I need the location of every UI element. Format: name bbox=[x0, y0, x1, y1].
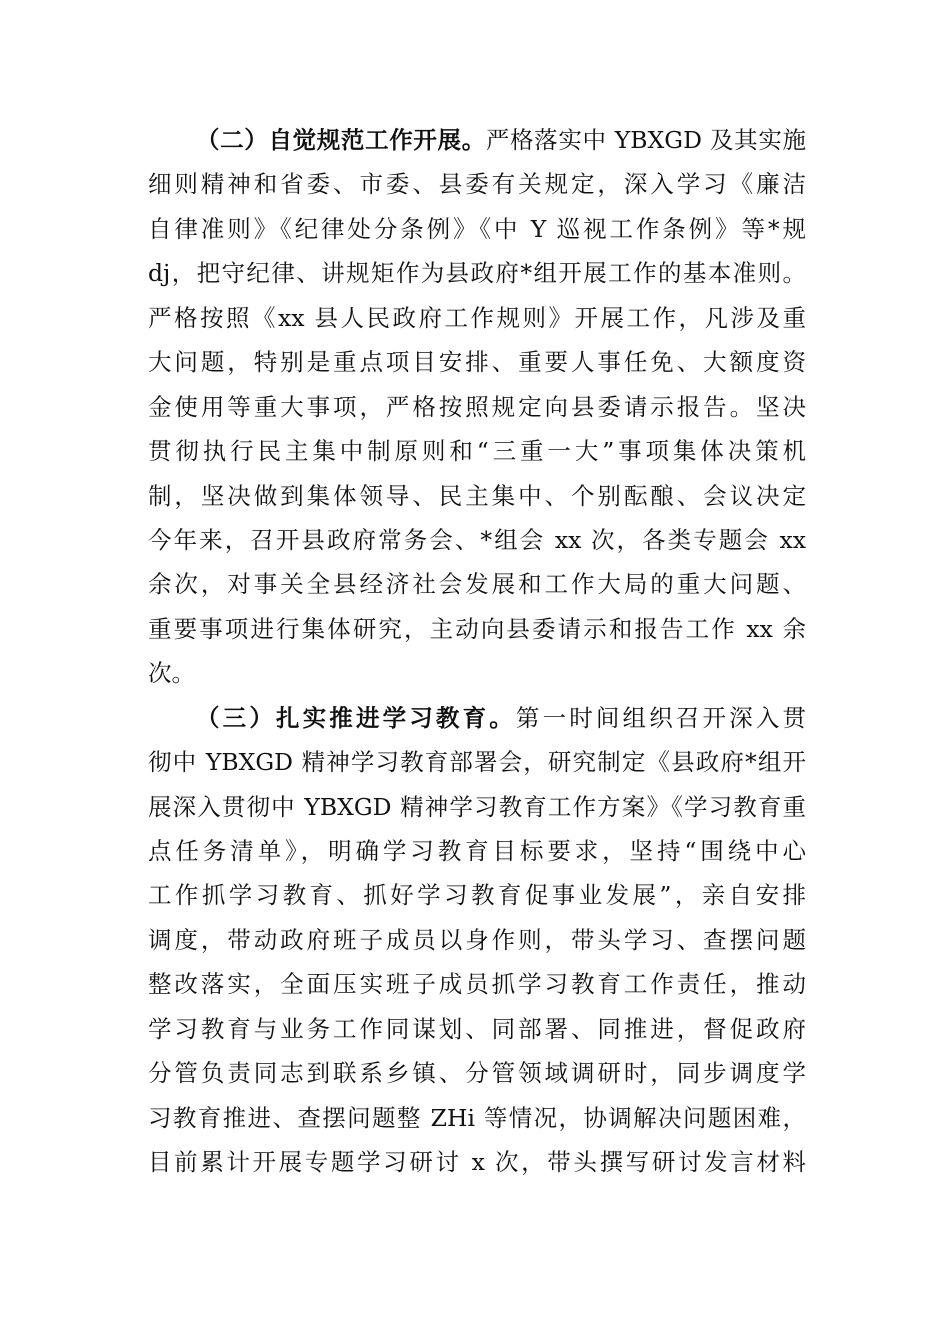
paragraph-line: 制，坚决做到集体领导、民主集中、个别酝酿、会议决定 bbox=[148, 481, 806, 510]
paragraph-2 bbox=[148, 118, 806, 696]
paragraph-line: 调度，带动政府班子成员以身作则，带头学习、查摆问题 bbox=[148, 925, 806, 954]
document-page bbox=[148, 118, 806, 1185]
paragraph-line: 次。 bbox=[148, 659, 195, 688]
paragraph-line: 学习教育与业务工作同谋划、同部署、同推进，督促政府 bbox=[148, 1014, 806, 1043]
paragraph-line: （二）自觉规范工作开展。严格落实中 YBXGD 及其实施 bbox=[196, 126, 806, 154]
paragraph-line: 工作抓学习教育、抓好学习教育促事业发展”，亲自安排 bbox=[148, 881, 806, 910]
paragraph-line: 自律准则》《纪律处分条例》《中 Y 巡视工作条例》等*规 bbox=[148, 214, 806, 243]
paragraph-line: 细则精神和省委、市委、县委有关规定，深入学习《廉洁 bbox=[148, 170, 806, 199]
paragraph-line: 今年来，召开县政府常务会、*组会 xx 次，各类专题会 xx bbox=[148, 525, 806, 554]
paragraph-line: 重要事项进行集体研究，主动向县委请示和报告工作 xx 余 bbox=[148, 614, 806, 643]
section-heading: （二）自觉规范工作开展。 bbox=[196, 126, 486, 154]
section-heading: （三）扎实推进学习教育。 bbox=[196, 703, 516, 732]
paragraph-line: （三）扎实推进学习教育。第一时间组织召开深入贯 bbox=[196, 703, 807, 732]
paragraph-line: 分管负责同志到联系乡镇、分管领域调研时，同步调度学 bbox=[148, 1059, 806, 1088]
paragraph-line: dj，把守纪律、讲规矩作为县政府*组开展工作的基本准则。 bbox=[148, 259, 806, 288]
paragraph-line: 展深入贯彻中 YBXGD 精神学习教育工作方案》《学习教育重 bbox=[148, 792, 806, 821]
paragraph-line: 彻中 YBXGD 精神学习教育部署会，研究制定《县政府*组开 bbox=[148, 748, 806, 777]
paragraph-line: 目前累计开展专题学习研讨 x 次，带头撰写研讨发言材料 bbox=[148, 1148, 806, 1177]
paragraph-3 bbox=[148, 696, 806, 1185]
paragraph-line: 金使用等重大事项，严格按照规定向县委请示报告。坚决 bbox=[148, 392, 806, 421]
paragraph-line: 严格按照《xx 县人民政府工作规则》开展工作，凡涉及重 bbox=[148, 303, 806, 332]
paragraph-line: 点任务清单》，明确学习教育目标要求，坚持“围绕中心 bbox=[148, 837, 806, 865]
paragraph-line: 习教育推进、查摆问题整 ZHi 等情况，协调解决问题困难， bbox=[148, 1103, 806, 1132]
paragraph-line: 大问题，特别是重点项目安排、重要人事任免、大额度资 bbox=[148, 348, 806, 377]
paragraph-line: 整改落实，全面压实班子成员抓学习教育工作责任，推动 bbox=[148, 970, 806, 999]
paragraph-line: 贯彻执行民主集中制原则和“三重一大”事项集体决策机 bbox=[148, 437, 806, 466]
paragraph-line: 余次，对事关全县经济社会发展和工作大局的重大问题、 bbox=[148, 570, 806, 599]
